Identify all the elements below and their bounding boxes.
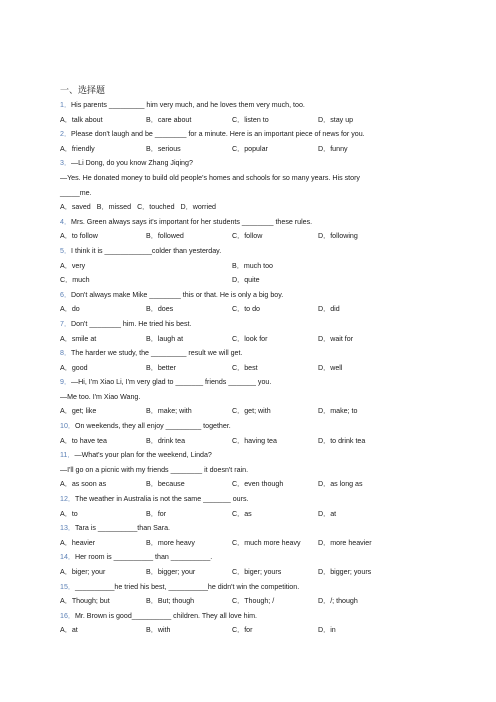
answer-option[interactable]: B．better: [146, 363, 176, 372]
question-stem-line: [60, 171, 460, 186]
question-item: [60, 346, 460, 375]
answer-options: [60, 229, 460, 244]
answer-option[interactable]: B．does: [146, 305, 174, 314]
answer-option[interactable]: B．because: [146, 480, 185, 489]
question-stem: [60, 375, 460, 390]
answer-option[interactable]: C．much: [60, 276, 90, 285]
answer-option[interactable]: C．biger; yours: [232, 568, 282, 576]
question-number: 6．: [60, 290, 72, 299]
answer-option[interactable]: B．followed: [146, 232, 184, 241]
answer-options: [60, 113, 460, 128]
question-text: The weather in Australia is not the same _______ ours.: [74, 495, 249, 504]
answer-option[interactable]: [146, 259, 232, 274]
question-item: [60, 580, 460, 609]
question-text: Her room is __________ than __________.: [74, 553, 213, 562]
question-text: —What's your plan for the weekend, Linda?: [74, 451, 212, 460]
question-text: The harder we study, the _________ result we will get.: [71, 349, 243, 358]
answer-option[interactable]: A．to: [60, 509, 78, 518]
question-item: [60, 156, 460, 214]
question-stem: [60, 288, 460, 303]
answer-option[interactable]: A．biger; your: [60, 568, 106, 576]
question-list: [60, 84, 460, 638]
section-title: 一、选择题: [60, 85, 106, 95]
question-stem: [60, 419, 460, 434]
question-stem-line: [60, 463, 460, 478]
answer-options: [60, 477, 460, 492]
question-stem: [60, 346, 460, 361]
question-number: 7．: [60, 319, 72, 328]
answer-option[interactable]: D．bigger; yours: [318, 568, 372, 576]
question-number: 13．: [60, 524, 75, 533]
question-number: 9．: [60, 378, 72, 387]
answer-option[interactable]: D．/; though: [318, 597, 358, 606]
answer-option[interactable]: D．more heavier: [318, 538, 372, 547]
answer-option[interactable]: A．friendly: [60, 144, 95, 153]
answer-option[interactable]: B．for: [146, 509, 167, 518]
question-item: [60, 448, 460, 492]
question-text: Mr. Brown is good__________ children. They all love him.: [74, 611, 258, 620]
question-number: 16．: [60, 611, 75, 620]
answer-option[interactable]: A．good: [60, 363, 88, 372]
answer-option[interactable]: B．missed: [96, 203, 132, 212]
question-stem: [60, 98, 460, 113]
answer-option[interactable]: C．Though; /: [232, 597, 275, 606]
question-text: His parents _________ him very much, and he loves them very much, too.: [71, 101, 305, 109]
answer-option[interactable]: A．heavier: [60, 538, 96, 547]
question-text: I think it is ____________colder than yesterday.: [71, 246, 222, 255]
question-item: [60, 215, 460, 244]
question-stem: [60, 609, 460, 624]
answer-option[interactable]: B．care about: [146, 115, 192, 124]
question-stem: [60, 492, 460, 507]
answer-option[interactable]: B．drink tea: [146, 436, 186, 445]
answer-option[interactable]: A．to follow: [60, 232, 98, 241]
answer-option[interactable]: A．do: [60, 305, 80, 314]
question-item: [60, 375, 460, 419]
answer-option[interactable]: C．get; with: [232, 407, 271, 416]
answer-options: [60, 259, 460, 274]
answer-option[interactable]: C．popular: [232, 144, 268, 153]
answer-option[interactable]: D．as long as: [318, 480, 363, 489]
question-text: —Hi, I'm Xiao Li, I'm very glad to _______ friends _______ you.: [71, 378, 272, 387]
answer-option[interactable]: D．wait for: [318, 334, 354, 343]
answer-options: [60, 332, 460, 347]
answer-option[interactable]: A．get; like: [60, 407, 97, 416]
question-text: Don't always make Mike ________ this or that. He is only a big boy.: [71, 290, 284, 299]
answer-option[interactable]: A．to have tea: [60, 436, 107, 445]
answer-options: [60, 507, 460, 522]
question-text: _____me.: [60, 188, 92, 197]
question-item: [60, 288, 460, 317]
question-stem-line: [60, 390, 460, 405]
answer-option[interactable]: C．touched: [137, 203, 175, 212]
answer-options: [60, 536, 460, 551]
question-number: 4．: [60, 217, 72, 226]
answer-options: [60, 200, 460, 215]
question-number: 1．: [60, 101, 72, 109]
answer-option[interactable]: C．even though: [232, 480, 284, 489]
answer-option[interactable]: A．as soon as: [60, 480, 107, 489]
answer-option[interactable]: C．as: [232, 509, 252, 518]
question-stem: [60, 550, 460, 565]
answer-option[interactable]: D．following: [318, 232, 358, 241]
question-text: —Li Dong, do you know Zhang Jiqing?: [71, 159, 193, 168]
answer-options: [60, 623, 460, 638]
answer-option[interactable]: B．much too: [232, 261, 274, 270]
question-text: Mrs. Green always says it's important for her students ________ these rules.: [71, 217, 313, 226]
question-number: 11．: [60, 451, 75, 460]
question-number: 15．: [60, 582, 75, 591]
question-stem: [60, 156, 460, 171]
answer-option[interactable]: D．to drink tea: [318, 436, 366, 445]
question-stem: [60, 521, 460, 536]
answer-option[interactable]: B．laugh at: [146, 334, 184, 343]
question-item: [60, 98, 460, 127]
answer-options: [60, 434, 460, 449]
answer-option[interactable]: [146, 273, 232, 288]
answer-option[interactable]: D．at: [318, 509, 337, 518]
answer-options: [60, 361, 460, 376]
answer-option[interactable]: B．bigger; your: [146, 568, 196, 576]
question-item: [60, 492, 460, 521]
answer-options: [60, 142, 460, 157]
answer-option[interactable]: C．follow: [232, 232, 263, 241]
answer-option[interactable]: B．more heavy: [146, 538, 195, 547]
answer-option[interactable]: B．serious: [146, 144, 181, 153]
question-stem: [60, 215, 460, 230]
answer-option[interactable]: B．make; with: [146, 407, 192, 416]
question-stem: [60, 127, 460, 142]
question-number: 8．: [60, 349, 72, 358]
answer-option[interactable]: D．well: [318, 363, 343, 372]
question-stem: [60, 317, 460, 332]
answer-option[interactable]: A．talk about: [60, 115, 103, 124]
answer-options: [60, 404, 460, 419]
answer-option[interactable]: C．having tea: [232, 436, 277, 445]
answer-option[interactable]: A．Though; but: [60, 597, 110, 606]
question-text: On weekends, they all enjoy _________ together.: [74, 422, 231, 431]
answer-options: [60, 302, 460, 317]
answer-option[interactable]: D．worried: [180, 203, 217, 212]
question-number: 10．: [60, 422, 75, 431]
question-number: 3．: [60, 159, 72, 168]
question-number: 14．: [60, 553, 75, 562]
answer-option[interactable]: C．much more heavy: [232, 538, 301, 547]
answer-options: [60, 594, 460, 609]
answer-option[interactable]: C．for: [232, 626, 253, 635]
answer-option[interactable]: B．But; though: [146, 597, 195, 606]
answer-option[interactable]: C．look for: [232, 334, 268, 343]
answer-option[interactable]: C．to do: [232, 305, 260, 314]
answer-option[interactable]: C．listen to: [232, 115, 269, 124]
question-stem: [60, 244, 460, 259]
answer-option[interactable]: A．at: [60, 626, 78, 635]
answer-option[interactable]: D．quite: [232, 276, 260, 285]
answer-option[interactable]: D．in: [318, 626, 336, 635]
question-text: Please don't laugh and be ________ for a minute. Here is an important piece of news for you.: [71, 130, 365, 139]
question-stem: [60, 580, 460, 595]
answer-option[interactable]: D．stay up: [318, 115, 354, 124]
question-number: 5．: [60, 246, 72, 255]
answer-options: [60, 273, 460, 288]
answer-option[interactable]: A．very: [60, 261, 86, 270]
answer-option[interactable]: D．funny: [318, 144, 348, 153]
question-item: [60, 127, 460, 156]
question-stem: [60, 448, 460, 463]
question-stem-line: [60, 186, 460, 201]
answer-option[interactable]: B．with: [146, 626, 171, 635]
question-text: __________he tried his best, __________he didn't win the competition.: [74, 582, 300, 591]
answer-options: [60, 565, 460, 580]
question-number: 2．: [60, 130, 72, 139]
question-item: [60, 244, 460, 288]
question-number: 12．: [60, 495, 75, 504]
answer-option[interactable]: D．did: [318, 305, 340, 314]
answer-option[interactable]: A．smile at: [60, 334, 97, 343]
question-text: —I'll go on a picnic with my friends ________ it doesn't rain.: [60, 465, 249, 474]
question-item: [60, 609, 460, 638]
answer-option[interactable]: D．make; to: [318, 407, 358, 416]
answer-option[interactable]: C．best: [232, 363, 258, 372]
question-text: —Me too. I'm Xiao Wang.: [60, 392, 141, 401]
question-text: Tara is __________than Sara.: [74, 524, 171, 533]
question-item: [60, 521, 460, 550]
answer-option[interactable]: A．saved: [60, 203, 91, 212]
question-text: Don't ________ him. He tried his best.: [71, 319, 192, 328]
question-item: [60, 419, 460, 448]
question-item: [60, 550, 460, 579]
question-text: —Yes. He donated money to build old people's homes and schools for so many years. His story: [60, 173, 360, 182]
question-item: [60, 317, 460, 346]
